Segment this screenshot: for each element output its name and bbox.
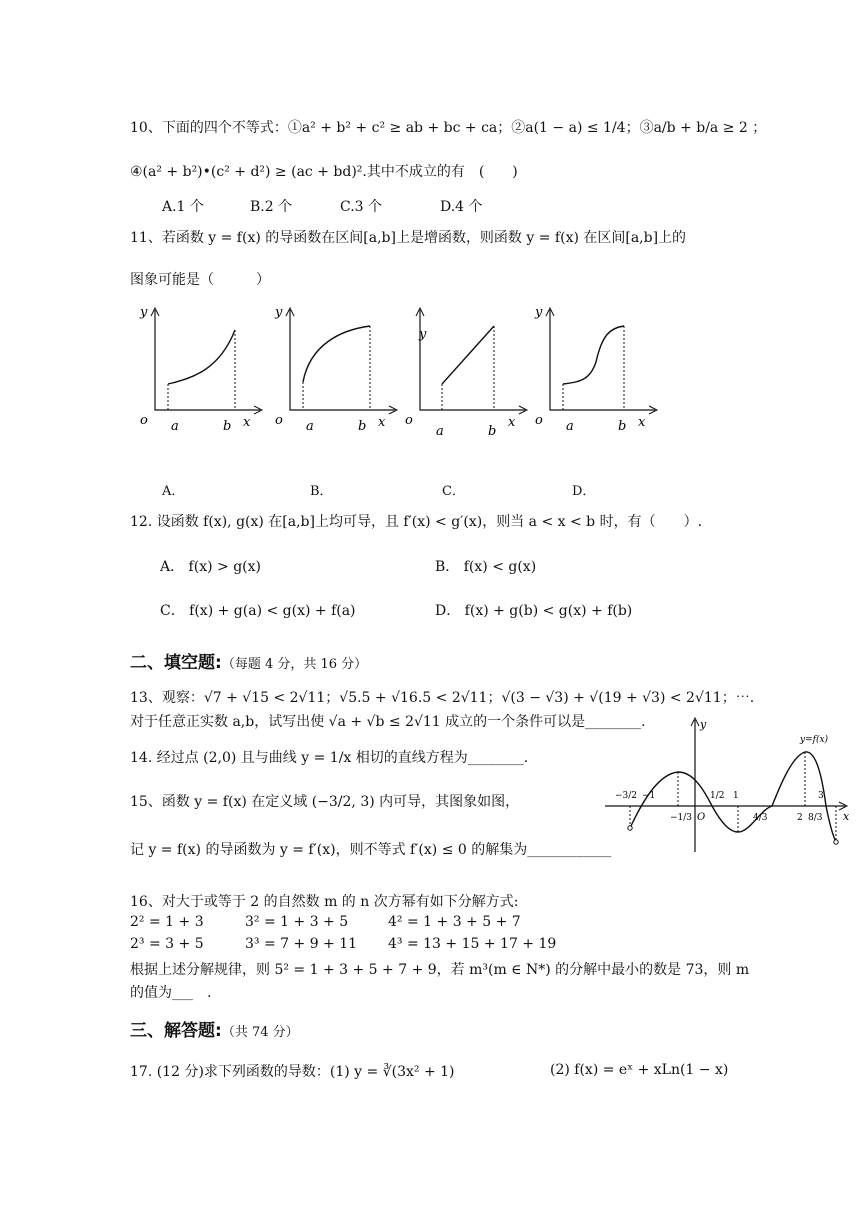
graph-b [270,300,400,435]
graph-c-tick-a: a [436,424,444,435]
q16-row2-col2: 3³ = 7 + 9 + 11 [245,936,358,952]
q13-line2: 对于任意正实数 a,b，试写出使 √a + √b ≤ 2√11 成立的一个条件可以是________. [130,714,646,730]
graph-c-label: C． [442,484,465,499]
graph-a-tick-b: b [223,419,232,434]
q10-option-c: C.3 个 [340,199,383,215]
graph-b-y-label: y [275,305,283,320]
q16-row1-col3: 4² = 1 + 3 + 5 + 7 [388,914,521,930]
graph-d-origin: o [535,413,543,428]
q16-line5: 的值为___ . [130,985,212,1001]
q15-tick-one-half: 1/2 [710,791,725,801]
q16-row1-col2: 3² = 1 + 3 + 5 [245,914,349,930]
graph-c-x-label: x [508,415,516,430]
graph-b-tick-b: b [358,419,367,434]
graph-c [400,300,530,435]
q15-line2: 记 y = f(x) 的导函数为 y = f′(x)，则不等式 f′(x) ≤ 0 的解集为____________ [130,842,612,858]
graph-d-y-label: y [535,305,543,320]
q12-stem: 12. 设函数 f(x), g(x) 在[a,b]上均可导，且 f′(x) < g′(x)，则当 a < x < b 时，有（ ）. [130,514,703,530]
q15-tick-two: 2 [797,813,803,823]
q10-option-b: B.2 个 [250,199,293,215]
q15-tick-four-thirds: 4/3 [753,813,768,823]
graph-a-origin: o [140,413,148,428]
graph-d-label: D． [572,484,596,499]
q11-line2: 图象可能是（ ） [130,272,270,288]
q12-option-c: C． f(x) + g(a) < g(x) + f(a) [160,603,356,619]
graph-d-tick-a: a [566,419,574,434]
q12-option-a: A． f(x) > g(x) [160,559,261,575]
q17-part1: 17. (12 分)求下列函数的导数：(1) y = ∛(3x² + 1) [130,1064,455,1080]
graph-a-y-label: y [140,305,148,320]
q15-tick-neg-one-third: −1/3 [670,813,693,823]
graph-b-x-label: x [378,415,386,430]
q15-origin: O [697,812,706,823]
q16-row1-col1: 2² = 1 + 3 [130,914,204,930]
q15-graph-title: y=f(x) [800,735,829,745]
graph-a [135,300,265,435]
q10-option-a: A.1 个 [162,199,204,215]
section2-note: （每题 4 分，共 16 分） [221,657,368,672]
q15-graph [600,716,855,856]
q15-tick-one: 1 [733,791,739,801]
q15-axis-x: x [843,810,850,823]
section2-heading [130,648,367,673]
graph-a-x-label: x [243,415,251,430]
graph-c-origin: o [405,413,413,428]
section3-heading [130,1016,299,1041]
q10-option-d: D.4 个 [440,199,483,215]
q15-axis-y: y [700,718,707,731]
section3-title: 三、解答题: [130,1021,222,1041]
q12-option-b: B． f(x) < g(x) [435,559,537,575]
graph-c-tick-b: b [488,424,497,435]
graph-b-tick-a: a [306,419,314,434]
graph-d-x-label: x [638,415,646,430]
q16-line4: 根据上述分解规律，则 5² = 1 + 3 + 5 + 7 + 9，若 m³(m ∈ N*) 的分解中最小的数是 73，则 m [130,962,750,978]
q16-row2-col3: 4³ = 13 + 15 + 17 + 19 [388,936,557,952]
q14-text: 14. 经过点 (2,0) 且与曲线 y = 1/x 相切的直线方程为________. [130,750,529,766]
q15-line1: 15、函数 y = f(x) 在定义域 (−3/2, 3) 内可导，其图象如图， [130,794,520,810]
q16-line1: 16、对大于或等于 2 的自然数 m 的 n 次方幂有如下分解方式: [130,894,519,910]
q15-tick-neg-three-halves: −3/2 [615,791,638,801]
q16-row2-col1: 2³ = 3 + 5 [130,936,204,952]
q10-line1: 10、下面的四个不等式：①a² + b² + c² ≥ ab + bc + ca；②a(1 − a) ≤ 1/4；③a/b + b/a ≥ 2 ； [130,120,767,136]
q10-line2: ④(a² + b²)•(c² + d²) ≥ (ac + bd)².其中不成立的有 ( ) [130,164,518,180]
q12-option-d: D． f(x) + g(b) < g(x) + f(b) [435,603,633,619]
graph-b-origin: o [275,413,283,428]
q17-part2: (2) f(x) = eˣ + xLn(1 − x) [550,1062,729,1078]
section3-note: （共 74 分） [221,1025,299,1040]
q15-tick-eight-thirds: 8/3 [808,813,823,823]
graph-b-label: B． [310,484,333,499]
q15-tick-neg-one: −1 [642,791,656,801]
graph-d-tick-b: b [618,419,627,434]
section2-title: 二、填空题: [130,653,222,673]
q11-line1: 11、若函数 y = f(x) 的导函数在区间[a,b]上是增函数，则函数 y = f(x) 在区间[a,b]上的 [130,230,687,246]
q13-line1: 13、观察：√7 + √15 < 2√11；√5.5 + √16.5 < 2√11；√(3 − √3) + √(19 + √3) < 2√11；⋯. [130,690,755,706]
graph-a-tick-a: a [171,419,179,434]
q15-tick-three: 3 [818,791,824,801]
graph-c-y-label: y [419,327,427,342]
graph-a-label: A． [162,484,185,499]
graph-d [530,300,660,435]
